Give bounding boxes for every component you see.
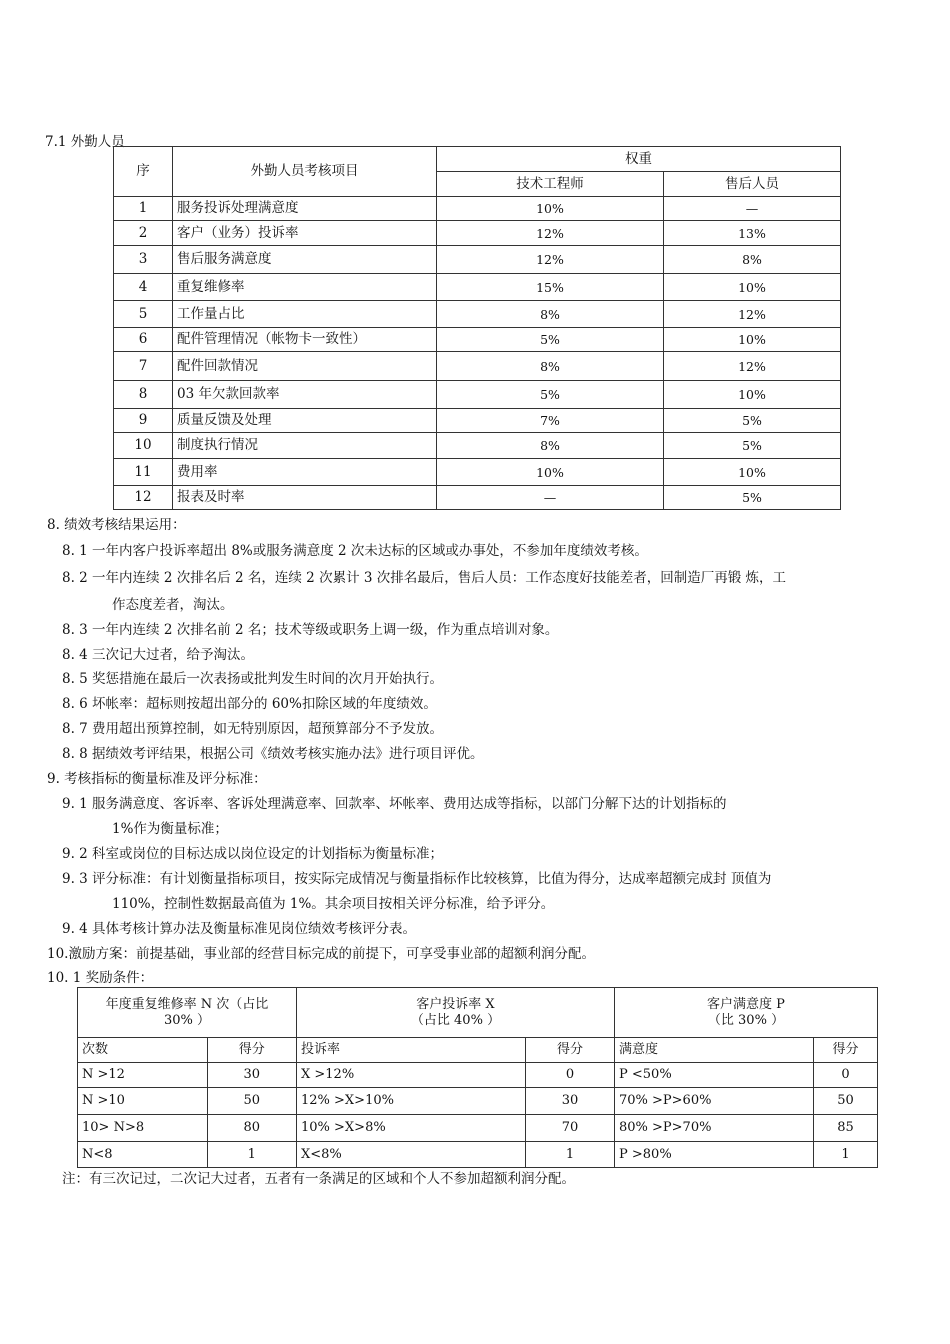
section-8-item: 8. 8 据绩效考评结果，根据公司《绩效考核实施办法》进行项目评优。: [62, 746, 484, 762]
row-item: 03 年欠款回款率: [173, 381, 437, 409]
row-after: 5%: [664, 486, 841, 510]
row-no: 8: [114, 381, 173, 409]
group-complaint-rate-label: 客户投诉率 X: [416, 996, 495, 1012]
group-complaint-rate: [297, 988, 615, 1038]
row-tech: 12%: [437, 246, 664, 274]
row-item: 报表及时率: [173, 486, 437, 510]
row-item: 制度执行情况: [173, 433, 437, 459]
cell-score: 30: [207, 1063, 296, 1088]
row-tech: 12%: [437, 221, 664, 246]
row-tech: 10%: [437, 197, 664, 221]
row-item: 质量反馈及处理: [173, 409, 437, 433]
subheader-score: 得分: [526, 1038, 615, 1063]
row-item: 客户（业务）投诉率: [173, 221, 437, 246]
row-tech: 8%: [437, 301, 664, 328]
row-after: 12%: [664, 352, 841, 381]
cell-complaint: X<8%: [297, 1142, 526, 1168]
section-9-title: 9. 考核指标的衡量标准及评分标准：: [47, 771, 267, 787]
section-8-item: 8. 3 一年内连续 2 次排名前 2 名；技术等级或职务上调一级，作为重点培训对象。: [62, 622, 559, 638]
group-satisfaction-label: 客户满意度 P: [707, 996, 785, 1012]
cell-satisfaction: P <50%: [615, 1063, 814, 1088]
row-after: 5%: [664, 433, 841, 459]
cell-score: 85: [814, 1115, 878, 1142]
cell-score: 1: [207, 1142, 296, 1168]
row-item: 配件管理情况（帐物卡一致性）: [173, 328, 437, 352]
group-satisfaction-share: （比 30% ）: [707, 1012, 785, 1028]
row-after: 5%: [664, 409, 841, 433]
row-item: 费用率: [173, 459, 437, 486]
reward-conditions-table: [77, 987, 878, 1168]
row-tech: 5%: [437, 381, 664, 409]
subheader-count: 次数: [78, 1038, 208, 1063]
subheader-score: 得分: [814, 1038, 878, 1063]
section-8-item: 8. 5 奖惩措施在最后一次表扬或批判发生时间的次月开始执行。: [62, 671, 444, 687]
section-9-item: 9. 3 评分标准：有计划衡量指标项目，按实际完成情况与衡量指标作比较核算，比值为得分，达成率超额完成封 顶值为: [62, 871, 772, 887]
row-after: 10%: [664, 381, 841, 409]
cell-satisfaction: P >80%: [615, 1142, 814, 1168]
section-8-item: 8. 2 一年内连续 2 次排名后 2 名，连续 2 次累计 3 次排名最后，售后人员：工作态度好技能差者，回制造厂再锻 炼，工: [62, 570, 787, 586]
cell-score: 1: [814, 1142, 878, 1168]
row-tech: 15%: [437, 274, 664, 301]
row-no: 11: [114, 459, 173, 486]
row-no: 10: [114, 433, 173, 459]
row-no: 5: [114, 301, 173, 328]
row-after: 12%: [664, 301, 841, 328]
row-no: 4: [114, 274, 173, 301]
section-8-item-continued: 作态度差者，淘汰。: [112, 597, 234, 613]
section-10-1-title: 10. 1 奖励条件：: [47, 970, 154, 986]
group-repair-rate-share: 30% ）: [163, 1012, 211, 1028]
row-after: —: [664, 197, 841, 221]
footnote: 注：有三次记过，二次记大过者，五者有一条满足的区域和个人不参加超额利润分配。: [62, 1171, 575, 1187]
cell-score: 70: [526, 1115, 615, 1142]
cell-score: 0: [814, 1063, 878, 1088]
row-item: 售后服务满意度: [173, 246, 437, 274]
cell-count: N >10: [78, 1088, 208, 1115]
section-8-item: 8. 1 一年内客户投诉率超出 8%或服务满意度 2 次未达标的区域或办事处，不参加年度绩效考核。: [62, 543, 648, 559]
row-no: 6: [114, 328, 173, 352]
cell-score: 1: [526, 1142, 615, 1168]
row-item: 服务投诉处理满意度: [173, 197, 437, 221]
subheader-satisfaction: 满意度: [615, 1038, 814, 1063]
cell-complaint: 12% >X>10%: [297, 1088, 526, 1115]
header-no: 序: [114, 147, 173, 197]
row-tech: 8%: [437, 433, 664, 459]
row-no: 7: [114, 352, 173, 381]
subheader-complaint: 投诉率: [297, 1038, 526, 1063]
row-item: 重复维修率: [173, 274, 437, 301]
row-after: 10%: [664, 459, 841, 486]
row-tech: 10%: [437, 459, 664, 486]
section-8-title: 8. 绩效考核结果运用：: [47, 517, 186, 533]
row-after: 10%: [664, 274, 841, 301]
row-tech: 5%: [437, 328, 664, 352]
group-repair-rate-label: 年度重复维修率 N 次（占比: [105, 996, 269, 1012]
cell-score: 50: [207, 1088, 296, 1115]
cell-score: 0: [526, 1063, 615, 1088]
section-9-item: 9. 1 服务满意度、客诉率、客诉处理满意率、回款率、坏帐率、费用达成等指标，以部门分解下达的计划指标的: [62, 796, 727, 812]
header-after: 售后人员: [664, 172, 841, 197]
header-item: 外勤人员考核项目: [173, 147, 437, 197]
row-after: 8%: [664, 246, 841, 274]
row-item: 工作量占比: [173, 301, 437, 328]
cell-count: N<8: [78, 1142, 208, 1168]
row-no: 9: [114, 409, 173, 433]
cell-satisfaction: 80% >P>70%: [615, 1115, 814, 1142]
row-no: 1: [114, 197, 173, 221]
row-no: 12: [114, 486, 173, 510]
field-staff-weight-table: [113, 146, 841, 510]
subheader-score: 得分: [207, 1038, 296, 1063]
row-after: 13%: [664, 221, 841, 246]
section-9-item: 9. 4 具体考核计算办法及衡量标准见岗位绩效考核评分表。: [62, 921, 417, 937]
section-10-title: 10.激励方案：前提基础，事业部的经营目标完成的前提下，可享受事业部的超额利润分配。: [47, 946, 595, 962]
row-no: 2: [114, 221, 173, 246]
cell-count: 10> N>8: [78, 1115, 208, 1142]
header-tech: 技术工程师: [437, 172, 664, 197]
section-8-item: 8. 4 三次记大过者，给予淘汰。: [62, 647, 255, 663]
section-9-item-continued: 110%，控制性数据最高值为 1%。其余项目按相关评分标准，给予评分。: [112, 896, 555, 912]
section-8-item: 8. 7 费用超出预算控制，如无特别原因，超预算部分不予发放。: [62, 721, 444, 737]
section-9-item: 9. 2 科室或岗位的目标达成以岗位设定的计划指标为衡量标准；: [62, 846, 444, 862]
section-8-item: 8. 6 坏帐率：超标则按超出部分的 60%扣除区域的年度绩效。: [62, 696, 437, 712]
cell-score: 80: [207, 1115, 296, 1142]
group-complaint-rate-share: （占比 40% ）: [410, 1012, 501, 1028]
section-7-1-title: 7.1 外勤人员: [45, 134, 125, 150]
row-after: 10%: [664, 328, 841, 352]
row-tech: 8%: [437, 352, 664, 381]
cell-complaint: 10% >X>8%: [297, 1115, 526, 1142]
section-9-item-continued: 1%作为衡量标准；: [112, 821, 228, 837]
group-repair-rate: [78, 988, 297, 1038]
group-satisfaction: [615, 988, 878, 1038]
row-tech: —: [437, 486, 664, 510]
row-no: 3: [114, 246, 173, 274]
cell-score: 50: [814, 1088, 878, 1115]
header-weight: 权重: [437, 147, 841, 172]
cell-score: 30: [526, 1088, 615, 1115]
cell-satisfaction: 70% >P>60%: [615, 1088, 814, 1115]
row-item: 配件回款情况: [173, 352, 437, 381]
row-tech: 7%: [437, 409, 664, 433]
cell-count: N >12: [78, 1063, 208, 1088]
cell-complaint: X >12%: [297, 1063, 526, 1088]
